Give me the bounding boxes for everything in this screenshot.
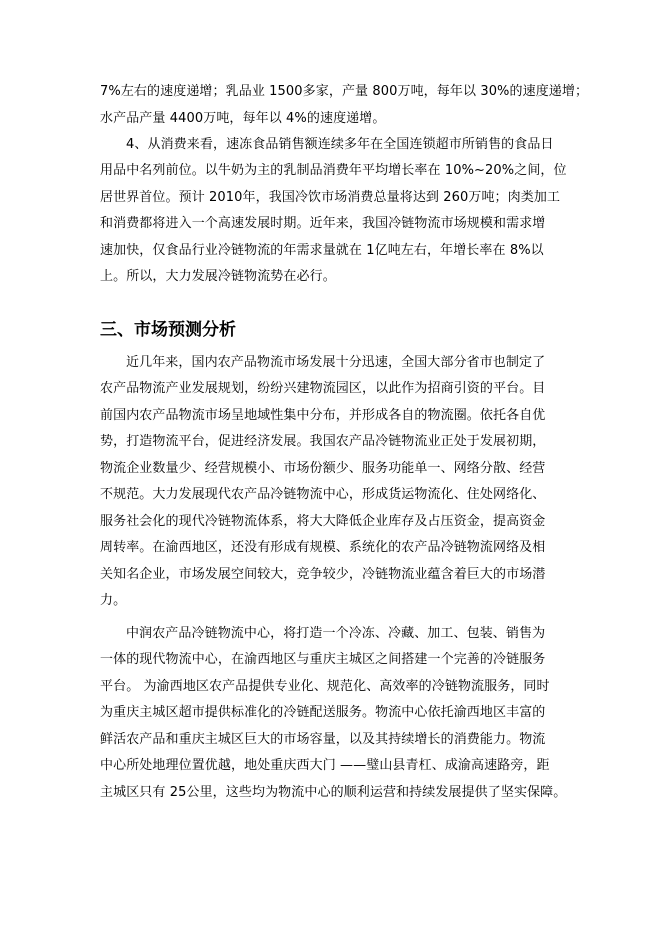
paragraph-line: 物流企业数量少、经营规模小、市场份额少、服务功能单一、网络分散、经营: [100, 461, 546, 476]
paragraph-line: 农产品物流产业发展规划，纷纷兴建物流园区，以此作为招商引资的平台。目: [100, 381, 546, 396]
paragraph-line: 力。: [100, 593, 127, 608]
paragraph-line: 前国内农产品物流市场呈地域性集中分布，并形成各自的物流圈。依托各自优: [100, 408, 546, 423]
paragraph-line: 和消费都将进入一个高速发展时期。近年来，我国冷链物流市场规模和需求增: [100, 216, 546, 231]
paragraph-line: 势，打造物流平台，促进经济发展。我国农产品冷链物流业正处于发展初期，: [100, 434, 546, 449]
paragraph-line: 周转率。在渝西地区，还没有形成有规模、系统化的农产品冷链物流网络及相: [100, 540, 546, 555]
paragraph-line: 中心所处地理位置优越，地处重庆西大门 ——璧山县青杠、成渝高速路旁，距: [100, 758, 550, 773]
paragraph-line: 中润农产品冷链物流中心，将打造一个冷冻、冷藏、加工、包装、销售为: [126, 626, 546, 641]
paragraph-line: 上。所以，大力发展冷链物流势在必行。: [100, 269, 336, 284]
paragraph-line: 一体的现代物流中心，在渝西地区与重庆主城区之间搭建一个完善的冷链服务: [100, 652, 546, 667]
paragraph-line: 用品中名列前位。以牛奶为主的乳制品消费年平均增长率在 10%~20%之间，位: [100, 163, 567, 178]
paragraph-line: 关知名企业，市场发展空间较大，竞争较少，冷链物流业蕴含着巨大的市场潜: [100, 567, 546, 582]
paragraph-line: 鲜活农产品和重庆主城区巨大的市场容量，以及其持续增长的消费能力。物流: [100, 732, 546, 747]
paragraph-line: 平台。 为渝西地区农产品提供专业化、规范化、高效率的冷链物流服务，同时: [100, 679, 550, 694]
paragraph-line: 近几年来，国内农产品物流市场发展十分迅速，全国大部分省市也制定了: [126, 355, 546, 370]
paragraph-line: 不规范。大力发展现代农产品冷链物流中心，形成货运物流化、住处网络化、: [100, 487, 546, 502]
paragraph-line: 速加快，仅食品行业冷链物流的年需求量就在 1亿吨左右，年增长率在 8%以: [100, 243, 544, 258]
paragraph-line: 主城区只有 25公里，这些均为物流中心的顺利运营和持续发展提供了坚实保障。: [100, 785, 567, 800]
paragraph-line: 居世界首位。预计 2010年，我国冷饮市场消费总量将达到 260万吨；肉类加工: [100, 190, 561, 205]
section-heading: 三、市场预测分析: [100, 320, 236, 340]
paragraph-line: 服务社会化的现代冷链物流体系，将大大降低企业库存及占压资金，提高资金: [100, 514, 546, 529]
paragraph-line: 7%左右的速度递增；乳品业 1500多家，产量 800万吨，每年以 30%的速度递增；: [100, 84, 589, 99]
paragraph-line: 为重庆主城区超市提供标准化的冷链配送服务。物流中心依托渝西地区丰富的: [100, 705, 546, 720]
paragraph-line: 4、从消费来看，速冻食品销售额连续多年在全国连锁超市所销售的食品日: [126, 137, 554, 152]
paragraph-line: 水产品产量 4400万吨，每年以 4%的速度递增。: [100, 111, 386, 126]
